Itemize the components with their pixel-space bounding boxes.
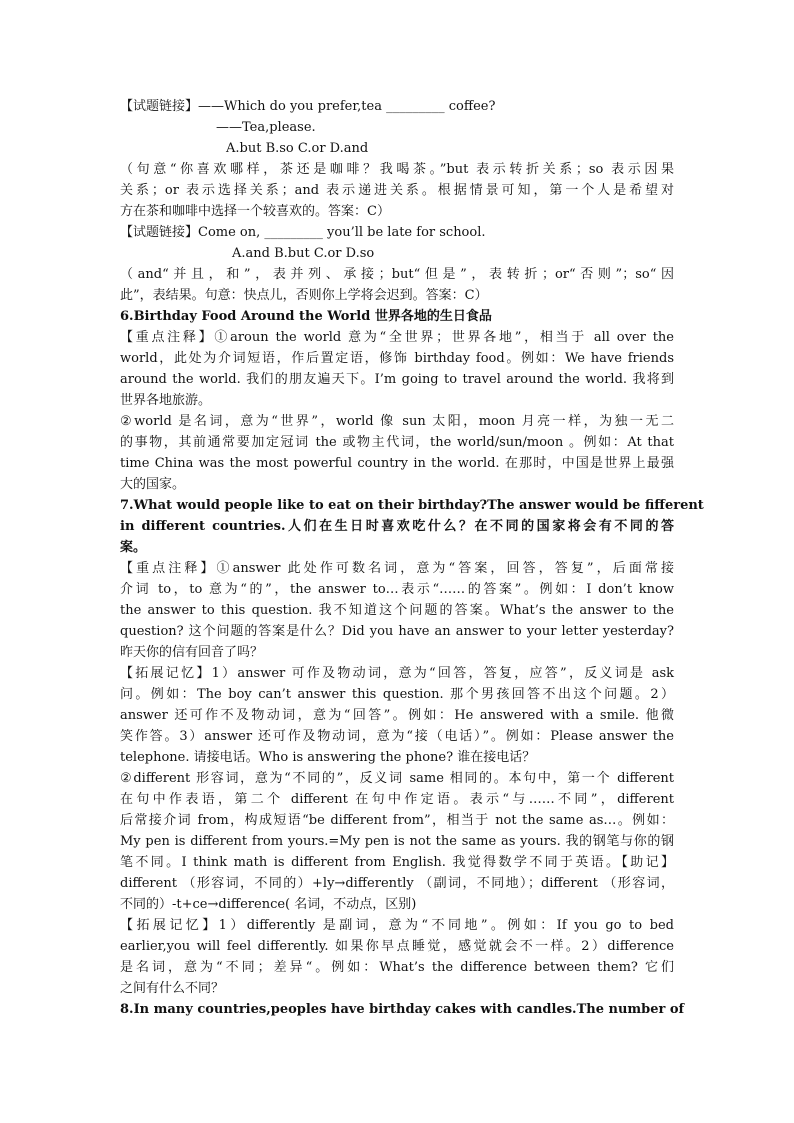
note-line: around the world. 我们的朋友遍天下。I’m going to travel around the world. 我将到 — [120, 372, 674, 387]
exercise-answer-line: ——Tea,please. — [216, 120, 316, 135]
note-line: 【重点注释】①answer 此处作可数名词，意为“答案，回答，答复”，后面常接 — [120, 561, 674, 576]
section-heading-6: 6.Birthday Food Around the World 世界各地的生日食品 — [120, 309, 492, 324]
note-line: the answer to this question. 我不知道这个问题的答案。What’s the answer to the — [120, 603, 674, 618]
note-line: world，此处为介词短语，作后置定语，修饰 birthday food。例如：We have friends — [120, 351, 674, 366]
expansion-line: answer 还可作不及物动词，意为“回答”。例如：He answered with a smile. 他微 — [120, 708, 674, 723]
exercise-options: A.and B.but C.or D.so — [232, 246, 375, 261]
expansion-line: 是名词，意为“不同；差异“。例如：What’s the difference between them? 它们 — [120, 960, 674, 975]
expansion-line: 之间有什么不同？ — [120, 981, 225, 996]
note-line: time China was the most powerful country in the world. 在那时，中国是世界上最强 — [120, 456, 674, 471]
explanation-line: 方在茶和咖啡中选择一个较喜欢的。答案：C） — [120, 204, 390, 219]
note-line: 的事物，其前通常要加定冠词 the 或物主代词，the world/sun/moon 。例如：At that — [120, 435, 674, 450]
note-line: different （形容词，不同的）+ly→differently （副词，不同地）；different （形容词， — [120, 876, 674, 891]
note-line: 【重点注释】①aroun the world 意为“全世界；世界各地”，相当于 all over the — [120, 330, 674, 345]
note-line: My pen is different from yours.=My pen is not the same as yours. 我的钢笔与你的钢 — [120, 834, 674, 849]
note-line: question? 这个问题的答案是什么？Did you have an answer to your letter yesterday? — [120, 624, 674, 639]
note-line: ②different 形容词，意为“不同的”，反义词 same 相同的。本句中，第一个 different — [120, 771, 674, 786]
explanation-line: （and“并且，和”，表并列、承接；but“但是”，表转折；or“否则”；so“因 — [120, 267, 674, 282]
exercise-link-1: 【试题链接】——Which do you prefer,tea _________ coffee? — [120, 99, 496, 114]
note-line: 在句中作表语，第二个 different 在句中作定语。表示“与……不同”，different — [120, 792, 674, 807]
section-heading-7: 7.What would people like to eat on their birthday?The answer would be fifferent — [120, 498, 704, 513]
document-page — [120, 96, 704, 1020]
exercise-options: A.but B.so C.or D.and — [226, 141, 369, 156]
note-line: 介词 to，to 意为“的”，the answer to…表示“……的答案”。例如：I don’t know — [120, 582, 674, 597]
expansion-line: 笑作答。3）answer 还可作及物动词，意为“接（电话）”。例如：Please answer the — [120, 729, 674, 744]
note-line: 世界各地旅游。 — [120, 393, 212, 408]
expansion-line: earlier,you will feel differently. 如果你早点睡觉，感觉就会不一样。2）difference — [120, 939, 674, 954]
exercise-link-2: 【试题链接】Come on, _________ you’ll be late for school. — [120, 225, 486, 240]
note-line: ②world 是名词，意为“世界”，world 像 sun 太阳，moon 月亮一样，为独一无二 — [120, 414, 674, 429]
section-heading-8: 8.In many countries,peoples have birthday cakes with candles.The number of — [120, 1002, 685, 1017]
note-line: 昨天你的信有回音了吗？ — [120, 645, 264, 660]
explanation-line: 此”，表结果。句意：快点儿，否则你上学将会迟到。答案：C） — [120, 288, 488, 303]
explanation-line: （句意“你喜欢哪样，茶还是咖啡？我喝茶。”but 表示转折关系；so 表示因果 — [120, 162, 674, 177]
expansion-line: telephone. 请接电话。Who is answering the phone? 谁在接电话？ — [120, 750, 536, 765]
expansion-line: 【拓展记忆】1）differently 是副词，意为“不同地”。例如：If you go to bed — [120, 918, 674, 933]
note-line: 不同的）-t+ce→difference( 名词，不动点，区别) — [120, 897, 417, 912]
note-line: 后常接介词 from，构成短语“be different from”，相当于 not the same as…。例如： — [120, 813, 674, 828]
note-line: 笔不同。I think math is different from English. 我觉得数学不同于英语。【助记】 — [120, 855, 674, 870]
section-heading-7-cont: 案。 — [120, 540, 147, 555]
note-line: 大的国家。 — [120, 477, 186, 492]
expansion-line: 【拓展记忆】1）answer 可作及物动词，意为“回答，答复，应答”，反义词是 ask — [120, 666, 674, 681]
explanation-line: 关系；or 表示选择关系；and 表示递进关系。根据情景可知，第一个人是希望对 — [120, 183, 674, 198]
section-heading-7-cont: in different countries.人们在生日时喜欢吃什么？在不同的国家将会有不同的答 — [120, 519, 674, 534]
expansion-line: 问。例如：The boy can’t answer this question. 那个男孩回答不出这个问题。2） — [120, 687, 674, 702]
